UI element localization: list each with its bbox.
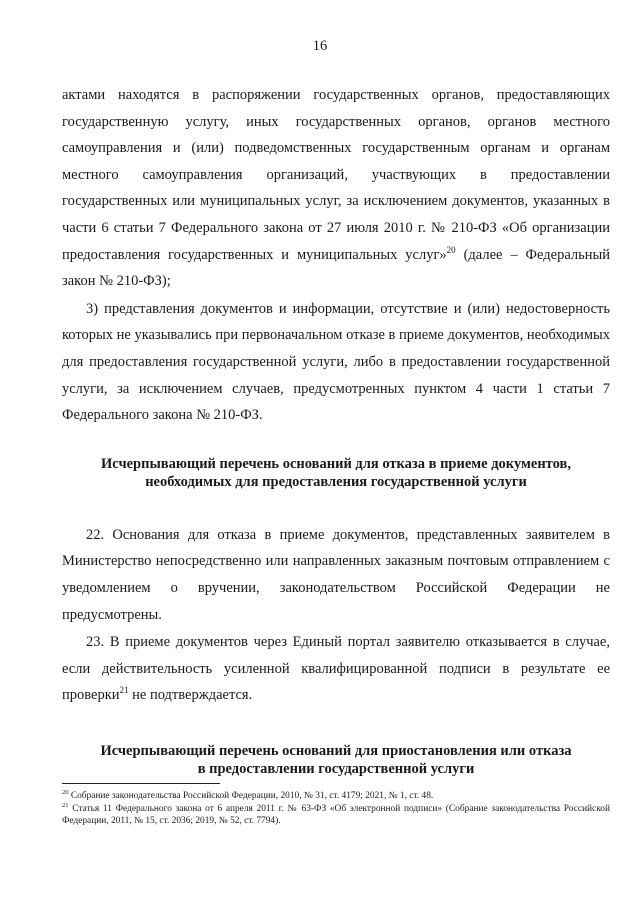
footnote-number: 21 [62,801,69,809]
heading-line: Исчерпывающий перечень оснований для отказа в приеме документов, [101,455,571,472]
heading-line: необходимых для предоставления государственной услуги [145,473,527,490]
footnote-text: Собрание законодательства Российской Федерации, 2010, № 31, ст. 4179; 2021, № 1, ст. 48. [68,791,434,801]
footnote-ref-21: 21 [119,685,129,696]
heading-line: Исчерпывающий перечень оснований для приостановления или отказа [100,742,572,759]
paragraph-text: 23. В приеме документов через Единый портал заявителю отказывается в случае, если действительность усиленной квалифицированной подписи в результате ее проверки [62,634,610,704]
paragraph-tail: не подтверждается. [128,687,253,704]
paragraph-23 [62,629,610,709]
paragraph-item-3: 3) представления документов и информации, отсутствие и (или) недостоверность которых не указывались при первоначальном отказе в приеме документов, необходимых для предоставления государственной услуги, либо в предоставлении государственной услуги, за исключением случаев, предусмотренных пунктом 4 части 1 статьи 7 Федерального закона № 210-ФЗ. [62,300,610,424]
footnote-separator [62,783,220,784]
footnote-number: 20 [62,789,69,796]
paragraph-22: 22. Основания для отказа в приеме документов, представленных заявителем в Министерство непосредственно или направленных заказным почтовым отправлением с уведомлением о вручении, законодательством Российской Федерации не предусмотрены. [62,526,610,623]
paragraph-continuation [62,82,610,295]
document-body [62,82,610,778]
footnote-ref-20: 20 [446,244,456,255]
footnotes [62,790,610,828]
section-heading-refusal-documents [62,455,610,491]
footnote-21 [62,803,610,828]
section-heading-suspension-refusal [62,742,610,778]
paragraph-tail: (далее – Федеральный закон № 210-ФЗ); [62,246,610,290]
footnote-20 [62,790,610,803]
footnote-text: Статья 11 Федерального закона от 6 апреля 2011 г. № 63-ФЗ «Об электронной подписи» (Собрание законодательства Российской Федерации, 2011, № 15, ст. 2036; 2019, № 52, ст. 7794). [62,803,610,826]
page-number: 16 [312,38,328,54]
paragraph-text: актами находятся в распоряжении государственных органов, предоставляющих государственную услугу, иных государственных органов, органов местного самоуправления и (или) подведомственных государственным органам и органам местного самоуправления организаций, участвующих в предоставлении государственных или муниципальных услуг, за исключением документов, указанных в части 6 статьи 7 Федерального закона от 27 июля 2010 г. № 210-ФЗ «Об организации предоставления государственных и муниципальных услуг» [62,87,610,263]
heading-line: в предоставлении государственной услуги [197,760,475,777]
